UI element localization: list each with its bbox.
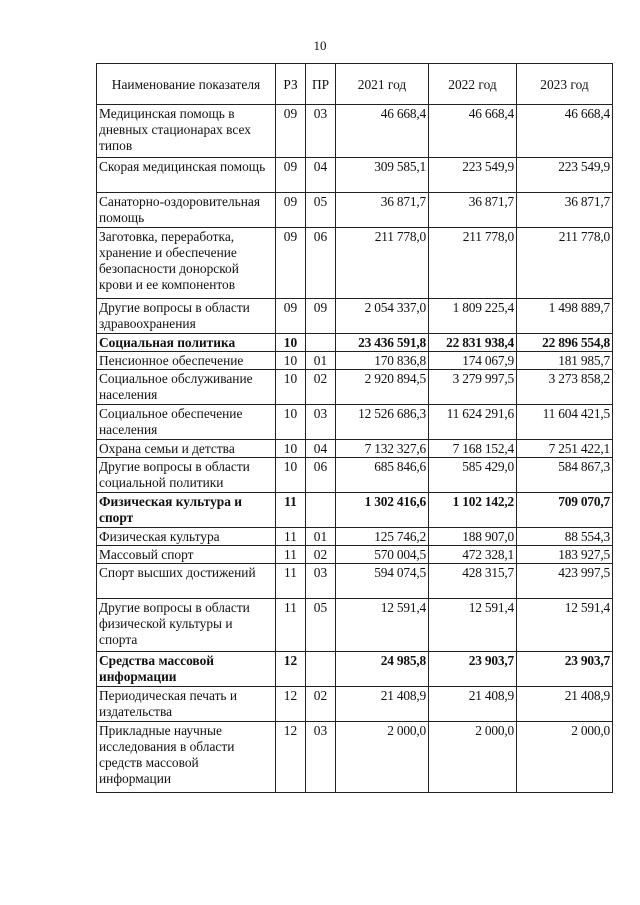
row-2021-cell: 309 585,1: [336, 158, 429, 193]
row-2022-cell: 12 591,4: [429, 599, 517, 652]
row-2023-cell: 181 985,7: [517, 352, 613, 370]
row-name-cell: Социальное обслуживание населения: [97, 370, 276, 405]
row-2021-cell: 570 004,5: [336, 546, 429, 564]
row-rz-cell: 10: [276, 370, 306, 405]
row-pr-cell: 01: [306, 528, 336, 546]
row-name-cell: Социальная политика: [97, 334, 276, 352]
row-name-cell: Заготовка, переработка, хранение и обеспечение безопасности донорской крови и ее компонентов: [97, 228, 276, 299]
row-2023-cell: 1 498 889,7: [517, 299, 613, 334]
row-2023-cell: 22 896 554,8: [517, 334, 613, 352]
row-2023-cell: 211 778,0: [517, 228, 613, 299]
table-row: [97, 334, 613, 352]
row-name-cell: Охрана семьи и детства: [97, 440, 276, 458]
row-rz-cell: 12: [276, 722, 306, 793]
table-row: [97, 228, 613, 299]
row-2023-cell: 2 000,0: [517, 722, 613, 793]
row-name-cell: Спорт высших достижений: [97, 564, 276, 599]
row-rz-cell: 09: [276, 105, 306, 158]
header-rz: РЗ: [276, 64, 306, 105]
table-row: [97, 299, 613, 334]
row-name-cell: Другие вопросы в области здравоохранения: [97, 299, 276, 334]
row-2022-cell: 472 328,1: [429, 546, 517, 564]
table-row: [97, 687, 613, 722]
table-row: [97, 458, 613, 493]
row-name-cell: Массовый спорт: [97, 546, 276, 564]
row-pr-cell: 05: [306, 193, 336, 228]
table-row: [97, 193, 613, 228]
row-2023-cell: 709 070,7: [517, 493, 613, 528]
table-header-row: [97, 64, 613, 105]
row-pr-cell: 01: [306, 352, 336, 370]
row-pr-cell: 06: [306, 458, 336, 493]
table-row: [97, 105, 613, 158]
row-2021-cell: 24 985,8: [336, 652, 429, 687]
row-2022-cell: 1 809 225,4: [429, 299, 517, 334]
row-rz-cell: 12: [276, 652, 306, 687]
row-2021-cell: 7 132 327,6: [336, 440, 429, 458]
row-2022-cell: 46 668,4: [429, 105, 517, 158]
table-row: [97, 493, 613, 528]
row-rz-cell: 09: [276, 299, 306, 334]
row-2023-cell: 183 927,5: [517, 546, 613, 564]
row-rz-cell: 09: [276, 193, 306, 228]
row-pr-cell: 02: [306, 370, 336, 405]
row-pr-cell: [306, 334, 336, 352]
row-2023-cell: 12 591,4: [517, 599, 613, 652]
row-pr-cell: [306, 493, 336, 528]
row-2021-cell: 125 746,2: [336, 528, 429, 546]
page-number: 10: [313, 38, 327, 53]
row-2022-cell: 22 831 938,4: [429, 334, 517, 352]
row-name-cell: Медицинская помощь в дневных стационарах всех типов: [97, 105, 276, 158]
row-pr-cell: 03: [306, 564, 336, 599]
row-rz-cell: 12: [276, 687, 306, 722]
row-2021-cell: 685 846,6: [336, 458, 429, 493]
table-body: [97, 105, 613, 793]
row-2023-cell: 7 251 422,1: [517, 440, 613, 458]
row-rz-cell: 10: [276, 458, 306, 493]
table-row: [97, 405, 613, 440]
row-2023-cell: 46 668,4: [517, 105, 613, 158]
row-pr-cell: 02: [306, 687, 336, 722]
table-row: [97, 440, 613, 458]
row-2023-cell: 423 997,5: [517, 564, 613, 599]
row-rz-cell: 09: [276, 228, 306, 299]
row-2023-cell: 223 549,9: [517, 158, 613, 193]
row-pr-cell: 04: [306, 158, 336, 193]
row-pr-cell: 03: [306, 405, 336, 440]
header-pr: ПР: [306, 64, 336, 105]
row-2022-cell: 21 408,9: [429, 687, 517, 722]
row-name-cell: Другие вопросы в области физической культуры и спорта: [97, 599, 276, 652]
table-row: [97, 564, 613, 599]
row-2023-cell: 584 867,3: [517, 458, 613, 493]
row-2021-cell: 1 302 416,6: [336, 493, 429, 528]
row-2021-cell: 46 668,4: [336, 105, 429, 158]
row-2023-cell: 88 554,3: [517, 528, 613, 546]
row-rz-cell: 10: [276, 352, 306, 370]
row-2021-cell: 36 871,7: [336, 193, 429, 228]
row-name-cell: Физическая культура и спорт: [97, 493, 276, 528]
row-2022-cell: 2 000,0: [429, 722, 517, 793]
table-row: [97, 528, 613, 546]
row-2022-cell: 188 907,0: [429, 528, 517, 546]
row-2023-cell: 21 408,9: [517, 687, 613, 722]
row-2021-cell: 211 778,0: [336, 228, 429, 299]
row-name-cell: Средства массовой информации: [97, 652, 276, 687]
row-rz-cell: 10: [276, 334, 306, 352]
row-2023-cell: 23 903,7: [517, 652, 613, 687]
table-row: [97, 722, 613, 793]
row-rz-cell: 11: [276, 528, 306, 546]
row-rz-cell: 10: [276, 405, 306, 440]
row-2021-cell: 2 000,0: [336, 722, 429, 793]
row-pr-cell: 02: [306, 546, 336, 564]
header-2022: 2022 год: [429, 64, 517, 105]
row-pr-cell: [306, 652, 336, 687]
row-2022-cell: 223 549,9: [429, 158, 517, 193]
row-name-cell: Санаторно-оздоровительная помощь: [97, 193, 276, 228]
row-2022-cell: 174 067,9: [429, 352, 517, 370]
header-name: Наименование показателя: [97, 64, 276, 105]
row-2022-cell: 585 429,0: [429, 458, 517, 493]
row-pr-cell: 03: [306, 105, 336, 158]
header-2021: 2021 год: [336, 64, 429, 105]
row-name-cell: Периодическая печать и издательства: [97, 687, 276, 722]
table-row: [97, 599, 613, 652]
row-pr-cell: 09: [306, 299, 336, 334]
table-row: [97, 370, 613, 405]
row-2022-cell: 23 903,7: [429, 652, 517, 687]
row-name-cell: Другие вопросы в области социальной политики: [97, 458, 276, 493]
row-2022-cell: 211 778,0: [429, 228, 517, 299]
row-2022-cell: 11 624 291,6: [429, 405, 517, 440]
budget-table: [96, 63, 613, 793]
row-2021-cell: 2 054 337,0: [336, 299, 429, 334]
row-2021-cell: 594 074,5: [336, 564, 429, 599]
row-2021-cell: 23 436 591,8: [336, 334, 429, 352]
row-name-cell: Скорая медицинская помощь: [97, 158, 276, 193]
row-2022-cell: 1 102 142,2: [429, 493, 517, 528]
row-pr-cell: 05: [306, 599, 336, 652]
header-2023: 2023 год: [517, 64, 613, 105]
table-row: [97, 652, 613, 687]
row-2023-cell: 36 871,7: [517, 193, 613, 228]
row-2021-cell: 2 920 894,5: [336, 370, 429, 405]
table-row: [97, 352, 613, 370]
row-pr-cell: 06: [306, 228, 336, 299]
row-rz-cell: 11: [276, 493, 306, 528]
row-rz-cell: 11: [276, 546, 306, 564]
row-2023-cell: 11 604 421,5: [517, 405, 613, 440]
table-row: [97, 546, 613, 564]
row-2022-cell: 7 168 152,4: [429, 440, 517, 458]
row-rz-cell: 09: [276, 158, 306, 193]
row-name-cell: Пенсионное обеспечение: [97, 352, 276, 370]
row-rz-cell: 11: [276, 564, 306, 599]
row-rz-cell: 10: [276, 440, 306, 458]
row-pr-cell: 04: [306, 440, 336, 458]
row-pr-cell: 03: [306, 722, 336, 793]
row-2023-cell: 3 273 858,2: [517, 370, 613, 405]
row-name-cell: Социальное обеспечение населения: [97, 405, 276, 440]
row-name-cell: Прикладные научные исследования в области средств массовой информации: [97, 722, 276, 793]
row-2021-cell: 170 836,8: [336, 352, 429, 370]
row-rz-cell: 11: [276, 599, 306, 652]
row-2022-cell: 428 315,7: [429, 564, 517, 599]
row-2022-cell: 36 871,7: [429, 193, 517, 228]
row-name-cell: Физическая культура: [97, 528, 276, 546]
row-2021-cell: 12 526 686,3: [336, 405, 429, 440]
row-2021-cell: 21 408,9: [336, 687, 429, 722]
row-2021-cell: 12 591,4: [336, 599, 429, 652]
table-row: [97, 158, 613, 193]
row-2022-cell: 3 279 997,5: [429, 370, 517, 405]
